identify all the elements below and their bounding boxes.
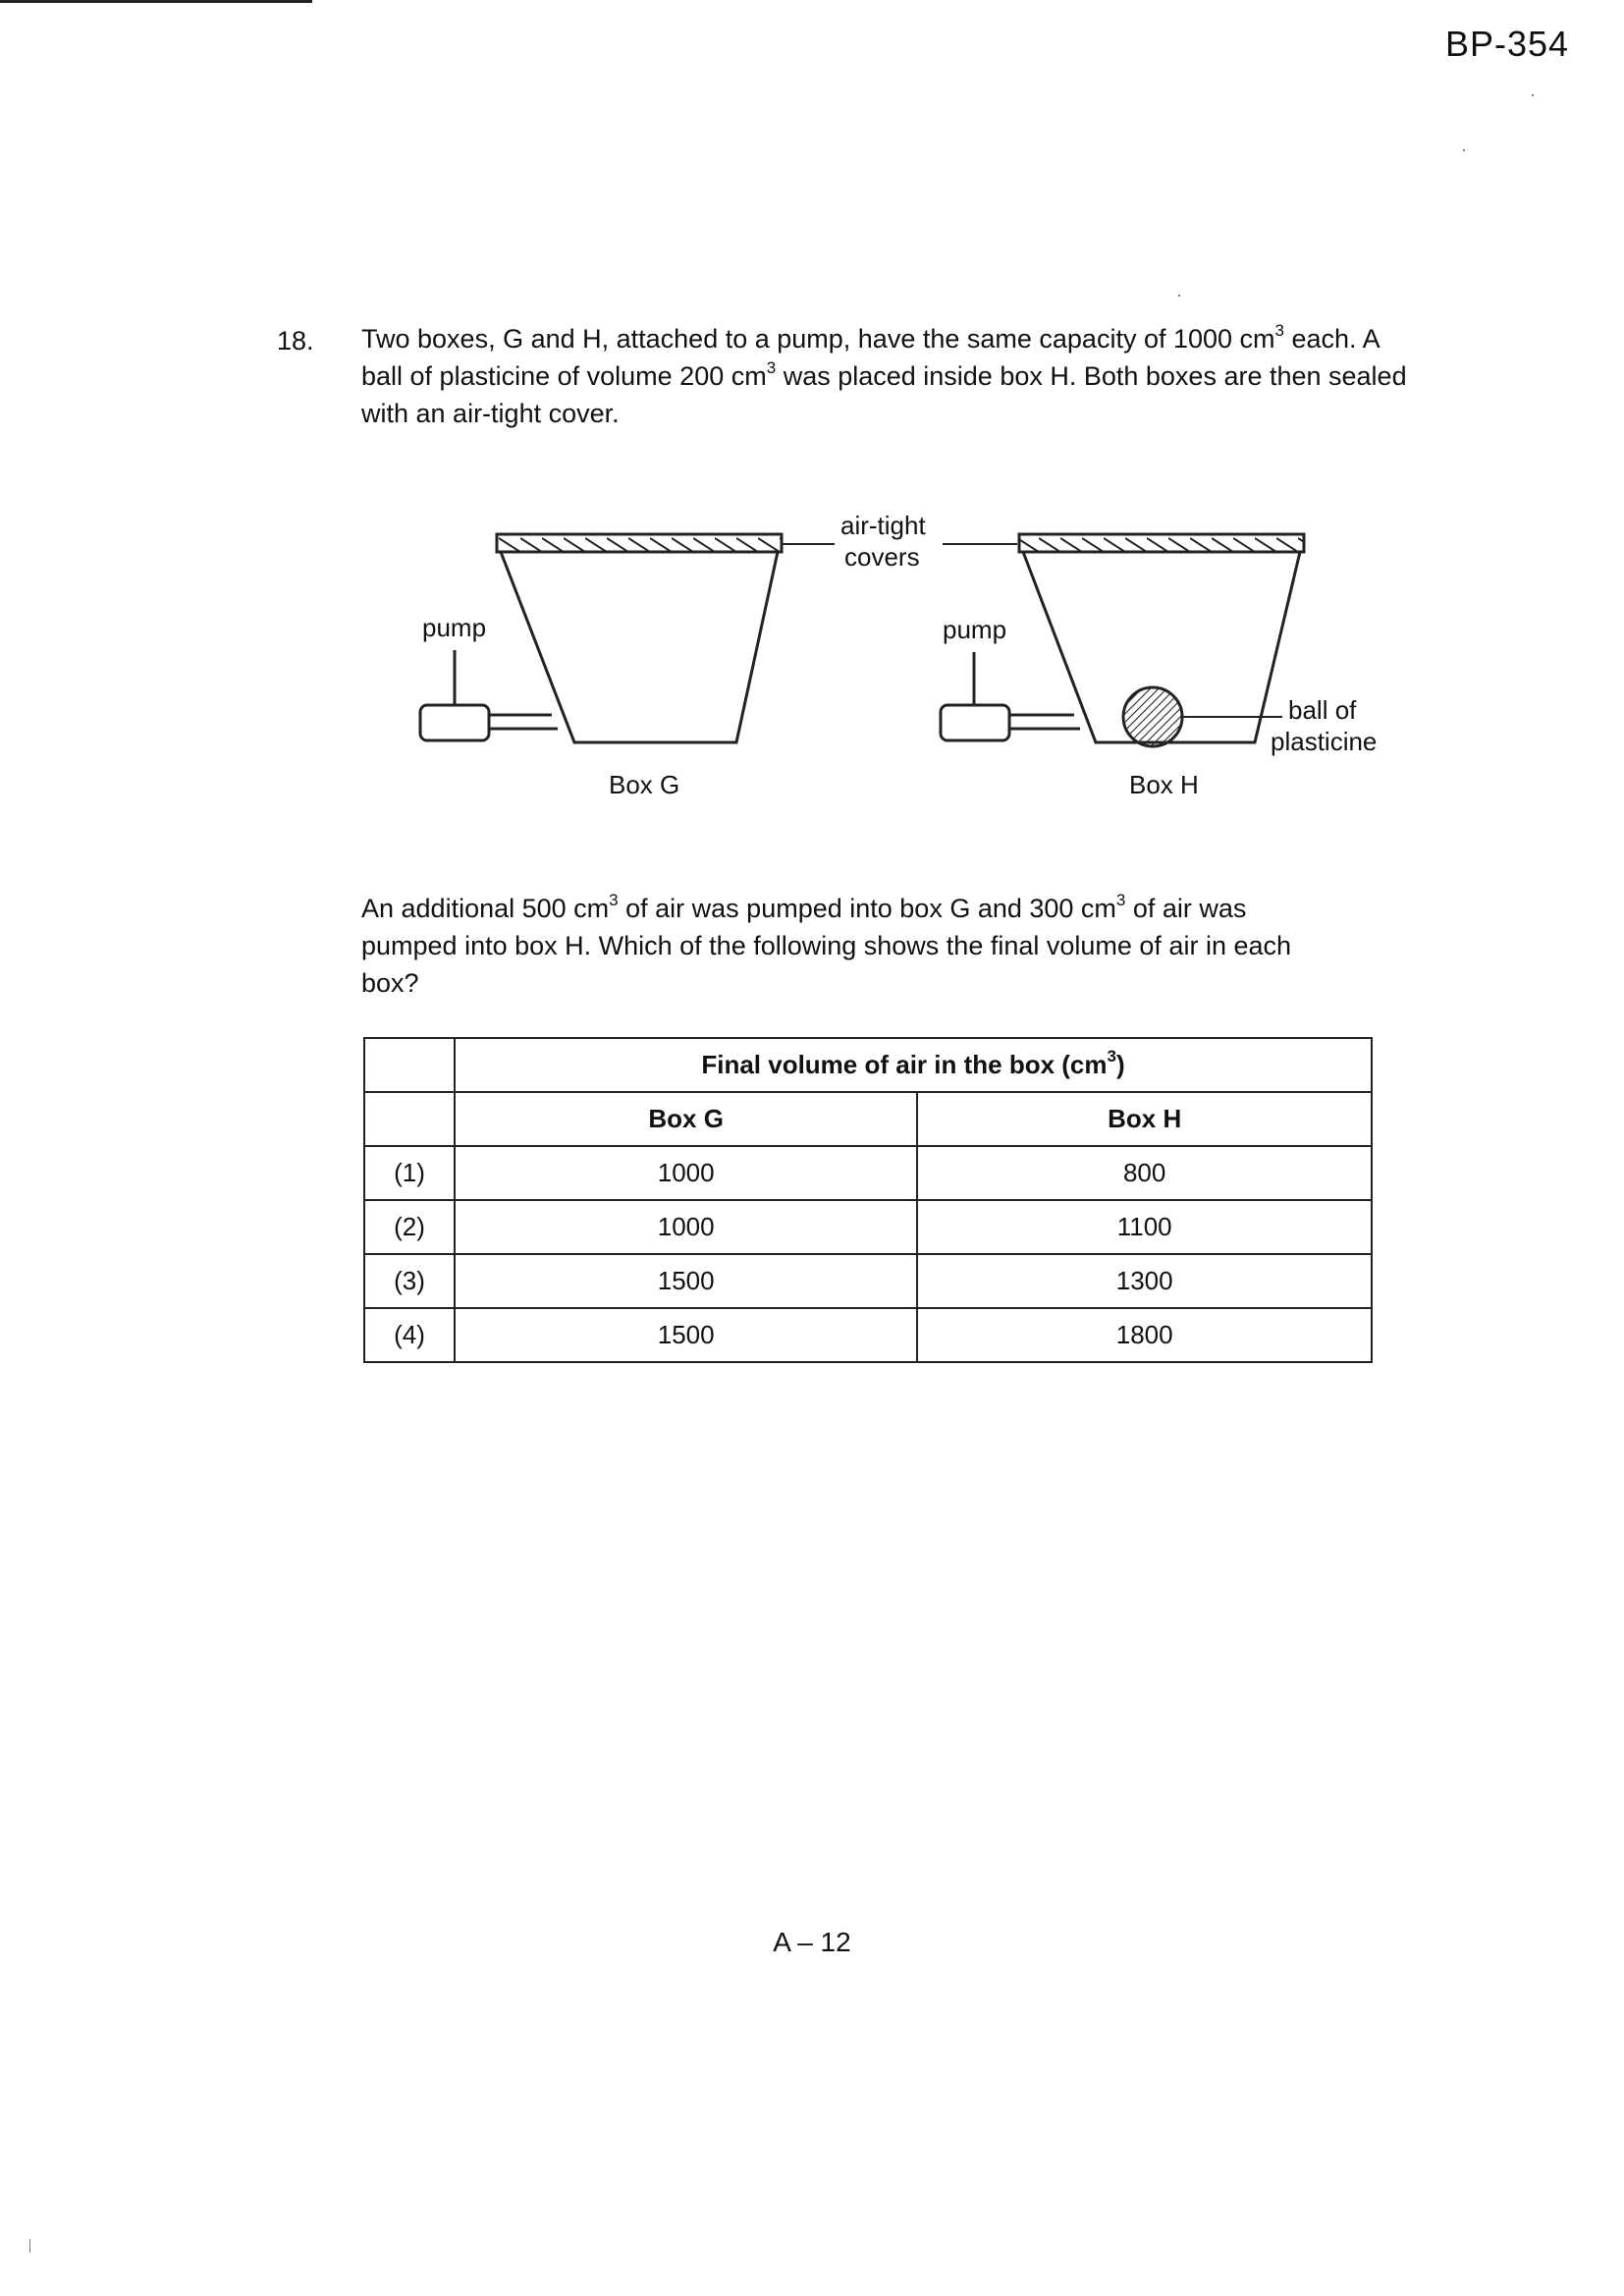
box-h-value: 1800 xyxy=(917,1308,1372,1362)
top-rule xyxy=(0,0,312,3)
superscript: 3 xyxy=(609,891,619,909)
pump-h xyxy=(941,705,1009,740)
box-h-value: 1100 xyxy=(917,1200,1372,1254)
air-tight-label: air-tight xyxy=(840,511,926,540)
option-label: (2) xyxy=(364,1200,455,1254)
box-g xyxy=(420,534,835,799)
pump-g-label: pump xyxy=(422,613,487,642)
box-g-value: 1500 xyxy=(455,1308,917,1362)
box-g-label: Box G xyxy=(609,770,680,799)
header-close: ) xyxy=(1115,1050,1125,1079)
box-h-value: 800 xyxy=(917,1146,1372,1200)
boxes-diagram xyxy=(412,501,1414,815)
scan-speck xyxy=(1463,149,1465,151)
table-header-row xyxy=(364,1038,1372,1092)
superscript: 3 xyxy=(766,358,777,377)
paper-code: BP-354 xyxy=(1445,24,1570,64)
blank-header-cell xyxy=(364,1038,455,1092)
pump-g xyxy=(420,705,489,740)
prompt-part-2: of air was pumped into box G and 300 cm xyxy=(618,894,1116,923)
table-row xyxy=(364,1308,1372,1362)
prompt-part-3: of air was pumped into box H. Which of the following shows the final volume of air in each box? xyxy=(361,894,1292,998)
intro-part-2: each. A ball of plasticine of volume 200 cm xyxy=(361,324,1380,391)
covers-label: covers xyxy=(844,542,920,572)
question-intro xyxy=(361,320,1422,432)
box-g-value: 1000 xyxy=(455,1146,917,1200)
scan-speck xyxy=(1532,94,1534,96)
col-header-box-h: Box H xyxy=(917,1092,1372,1146)
ball-label-2: plasticine xyxy=(1271,727,1378,756)
table-subheader-row xyxy=(364,1092,1372,1146)
box-g-value: 1000 xyxy=(455,1200,917,1254)
answer-options-table xyxy=(363,1037,1373,1363)
superscript: 3 xyxy=(1115,891,1126,909)
cover-label xyxy=(840,511,926,572)
air-tight-cover-h xyxy=(1019,534,1304,552)
table-row xyxy=(364,1200,1372,1254)
option-label: (4) xyxy=(364,1308,455,1362)
box-h xyxy=(941,534,1377,799)
ball-label-1: ball of xyxy=(1288,695,1357,725)
table-main-header xyxy=(455,1038,1372,1092)
air-tight-cover-g xyxy=(497,534,782,552)
scan-speck xyxy=(1178,295,1180,297)
intro-part-3: was placed inside box H. Both boxes are then sealed with an air-tight cover. xyxy=(361,361,1407,428)
plasticine-ball xyxy=(1123,687,1182,746)
box-h-value: 1300 xyxy=(917,1254,1372,1308)
superscript: 3 xyxy=(1274,321,1284,340)
intro-part-1: Two boxes, G and H, attached to a pump, have the same capacity of 1000 cm xyxy=(361,324,1275,354)
blank-subheader-cell xyxy=(364,1092,455,1146)
option-label: (3) xyxy=(364,1254,455,1308)
box-g-value: 1500 xyxy=(455,1254,917,1308)
box-h-label: Box H xyxy=(1129,770,1199,799)
pump-h-label: pump xyxy=(943,615,1007,644)
option-label: (1) xyxy=(364,1146,455,1200)
table-row xyxy=(364,1146,1372,1200)
question-prompt xyxy=(361,890,1343,1002)
header-text: Final volume of air in the box (cm xyxy=(701,1050,1108,1079)
page-number: A – 12 xyxy=(773,1927,851,1957)
question-number: 18. xyxy=(277,326,314,355)
superscript: 3 xyxy=(1107,1047,1116,1066)
table-row xyxy=(364,1254,1372,1308)
col-header-box-g: Box G xyxy=(455,1092,917,1146)
scan-speck xyxy=(29,2239,30,2253)
prompt-part-1: An additional 500 cm xyxy=(361,894,610,923)
